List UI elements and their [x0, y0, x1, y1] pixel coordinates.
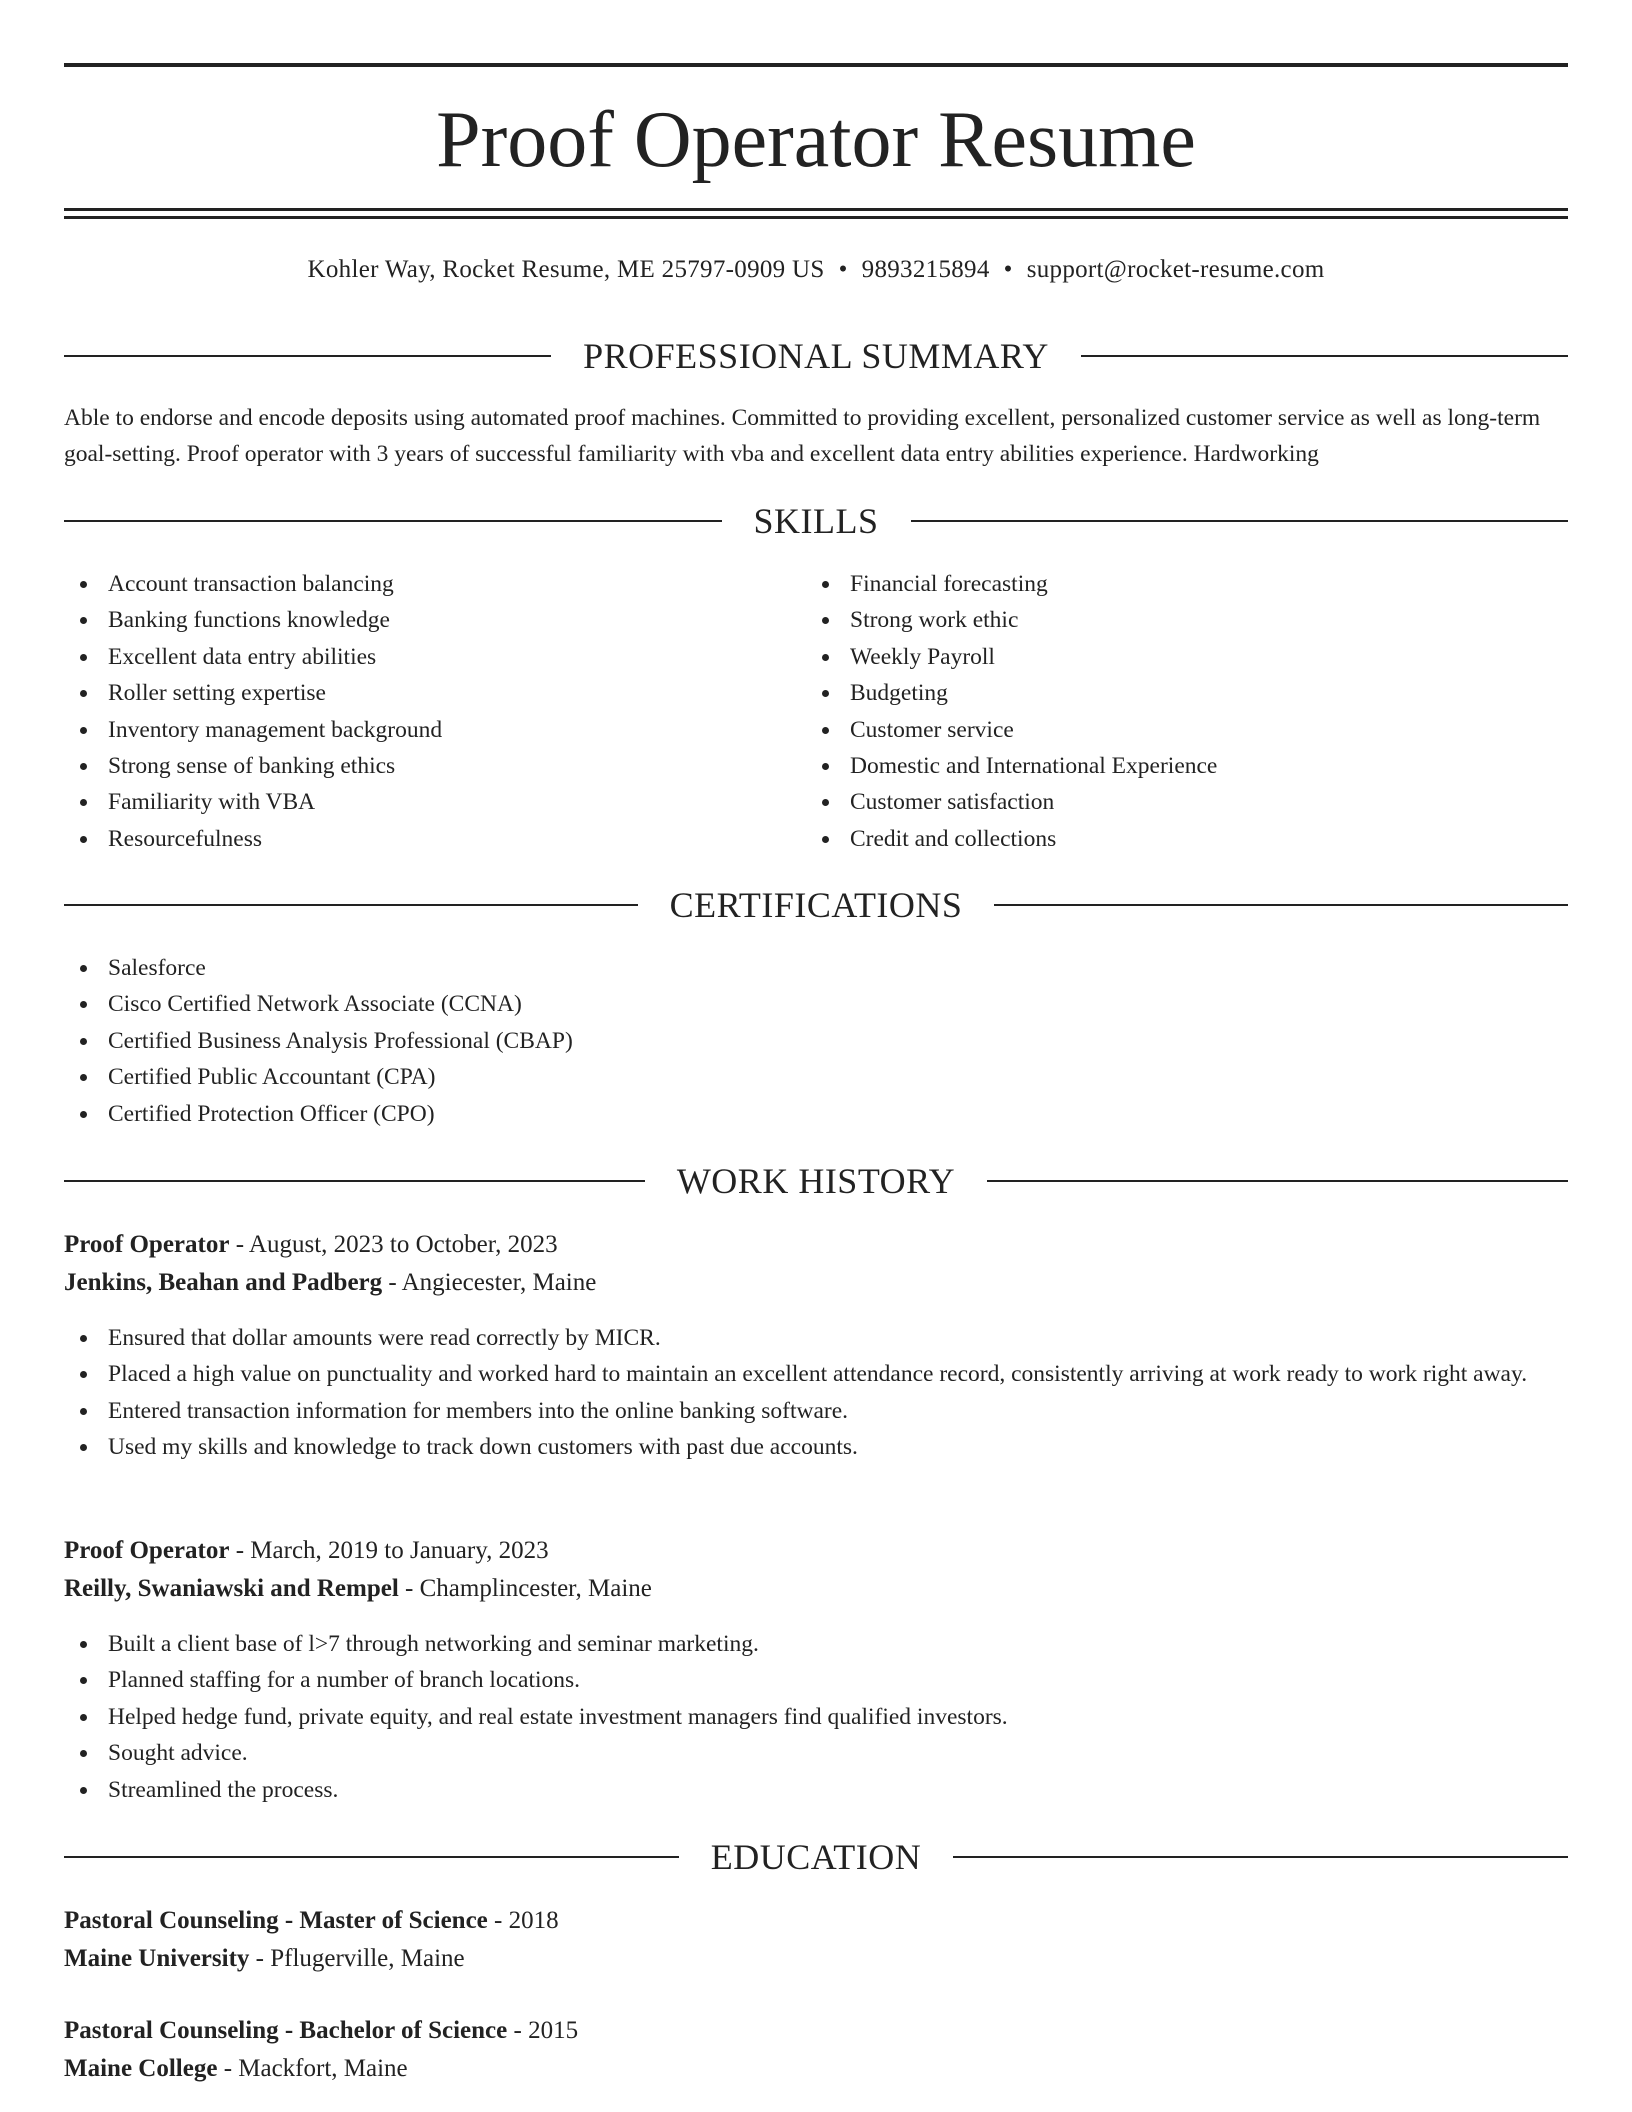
skill-item: Strong sense of banking ethics: [64, 748, 804, 784]
resume-title: Proof Operator Resume: [436, 96, 1196, 184]
skill-item: Financial forecasting: [806, 566, 1546, 602]
heading-text: CERTIFICATIONS: [669, 885, 963, 925]
contact-separator: •: [1003, 256, 1013, 283]
skill-item: Familiarity with VBA: [64, 784, 804, 820]
contact-line: [64, 252, 1568, 288]
job-bullets: [64, 1320, 1568, 1466]
job-title: Proof Operator: [64, 1537, 230, 1564]
education-location: - Mackfort, Maine: [217, 2055, 408, 2082]
skill-item: Budgeting: [806, 675, 1546, 711]
contact-separator: •: [838, 256, 848, 283]
certifications-list: [64, 950, 1568, 1132]
education-degree: Pastoral Counseling - Bachelor of Science: [64, 2017, 508, 2044]
skill-item: Resourcefulness: [64, 821, 804, 857]
job-bullet: Helped hedge fund, private equity, and real estate investment managers find qualified investors.: [64, 1699, 1568, 1735]
job-bullets: [64, 1626, 1568, 1808]
heading-text: WORK HISTORY: [676, 1161, 956, 1201]
job-dates: - August, 2023 to October, 2023: [229, 1231, 558, 1258]
heading-rule-left: [64, 520, 722, 522]
skill-item: Excellent data entry abilities: [64, 639, 804, 675]
heading-rule-left: [64, 904, 638, 906]
title-rule-lower: [64, 216, 1568, 219]
section-heading-summary: [64, 334, 1568, 378]
job-bullet: Streamlined the process.: [64, 1772, 1568, 1808]
heading-rule-right: [911, 520, 1569, 522]
job-bullet: Placed a high value on punctuality and worked hard to maintain an excellent attendance record, consistently arriving at work ready to work right away.: [64, 1356, 1568, 1392]
job-bullet: Used my skills and knowledge to track down customers with past due accounts.: [64, 1429, 1568, 1465]
job-location: - Champlincester, Maine: [398, 1575, 652, 1602]
skill-item: Customer service: [806, 712, 1546, 748]
certification-item: Cisco Certified Network Associate (CCNA): [64, 986, 1568, 1022]
skill-item: Roller setting expertise: [64, 675, 804, 711]
heading-text: SKILLS: [753, 501, 879, 541]
job-bullet: Built a client base of l>7 through networking and seminar marketing.: [64, 1626, 1568, 1662]
heading-text: EDUCATION: [710, 1837, 922, 1877]
job-bullet: Sought advice.: [64, 1735, 1568, 1771]
heading-rule-left: [64, 355, 551, 357]
skill-item: Weekly Payroll: [806, 639, 1546, 675]
skill-item: Domestic and International Experience: [806, 748, 1546, 784]
skill-item: Strong work ethic: [806, 602, 1546, 638]
section-heading-education: [64, 1835, 1568, 1879]
job-title-line: [64, 1226, 1568, 1264]
skill-item: Banking functions knowledge: [64, 602, 804, 638]
skill-item: Inventory management background: [64, 712, 804, 748]
skill-item: Customer satisfaction: [806, 784, 1546, 820]
heading-text: PROFESSIONAL SUMMARY: [583, 336, 1049, 376]
education-location: - Pflugerville, Maine: [249, 1945, 465, 1972]
contact-phone[interactable]: 9893215894: [861, 256, 990, 283]
job-location: - Angiecester, Maine: [382, 1269, 597, 1296]
job-company-line: [64, 1570, 1568, 1608]
heading-rule-left: [64, 1856, 679, 1858]
heading-rule-right: [953, 1856, 1568, 1858]
section-heading-skills: [64, 499, 1568, 543]
job-bullet: Planned staffing for a number of branch locations.: [64, 1662, 1568, 1698]
section-heading-work-history: [64, 1159, 1568, 1203]
skill-item: Credit and collections: [806, 821, 1546, 857]
education-school: Maine College: [64, 2055, 218, 2082]
education-school-line: [64, 2050, 1568, 2088]
education-degree: Pastoral Counseling - Master of Science: [64, 1907, 488, 1934]
education-year: - 2018: [487, 1907, 559, 1934]
heading-rule-right: [994, 904, 1568, 906]
certification-item: Certified Protection Officer (CPO): [64, 1096, 1568, 1132]
education-degree-line: [64, 1902, 1568, 1940]
certification-item: Certified Public Accountant (CPA): [64, 1059, 1568, 1095]
job-title-line: [64, 1532, 1568, 1570]
heading-rule-right: [1081, 355, 1568, 357]
title-rule-upper: [64, 208, 1568, 211]
education-school: Maine University: [64, 1945, 250, 1972]
certification-item: Salesforce: [64, 950, 1568, 986]
job-bullet: Entered transaction information for members into the online banking software.: [64, 1393, 1568, 1429]
job-company: Jenkins, Beahan and Padberg: [64, 1269, 383, 1296]
education-year: - 2015: [507, 2017, 579, 2044]
heading-rule-right: [987, 1180, 1568, 1182]
section-heading-certifications: [64, 883, 1568, 927]
certification-item: Certified Business Analysis Professional (CBAP): [64, 1023, 1568, 1059]
heading-rule-left: [64, 1180, 645, 1182]
education-degree-line: [64, 2012, 1568, 2050]
skills-list-right: [806, 566, 1546, 857]
skills-list-left: [64, 566, 804, 857]
education-school-line: [64, 1940, 1568, 1978]
job-company: Reilly, Swaniawski and Rempel: [64, 1575, 399, 1602]
contact-address: Kohler Way, Rocket Resume, ME 25797-0909 US: [307, 256, 825, 283]
top-rule: [64, 63, 1568, 67]
job-bullet: Ensured that dollar amounts were read correctly by MICR.: [64, 1320, 1568, 1356]
skill-item: Account transaction balancing: [64, 566, 804, 602]
contact-email[interactable]: support@rocket-resume.com: [1026, 256, 1325, 283]
job-company-line: [64, 1264, 1568, 1302]
job-dates: - March, 2019 to January, 2023: [229, 1537, 549, 1564]
job-title: Proof Operator: [64, 1231, 230, 1258]
summary-text: Able to endorse and encode deposits using automated proof machines. Committed to providing excellent, personalized customer service as well as long-term goal-setting. Proof operator with 3 years of successful familiarity with vba and excellent data entry abilities experience. Hardworking: [64, 405, 1541, 467]
